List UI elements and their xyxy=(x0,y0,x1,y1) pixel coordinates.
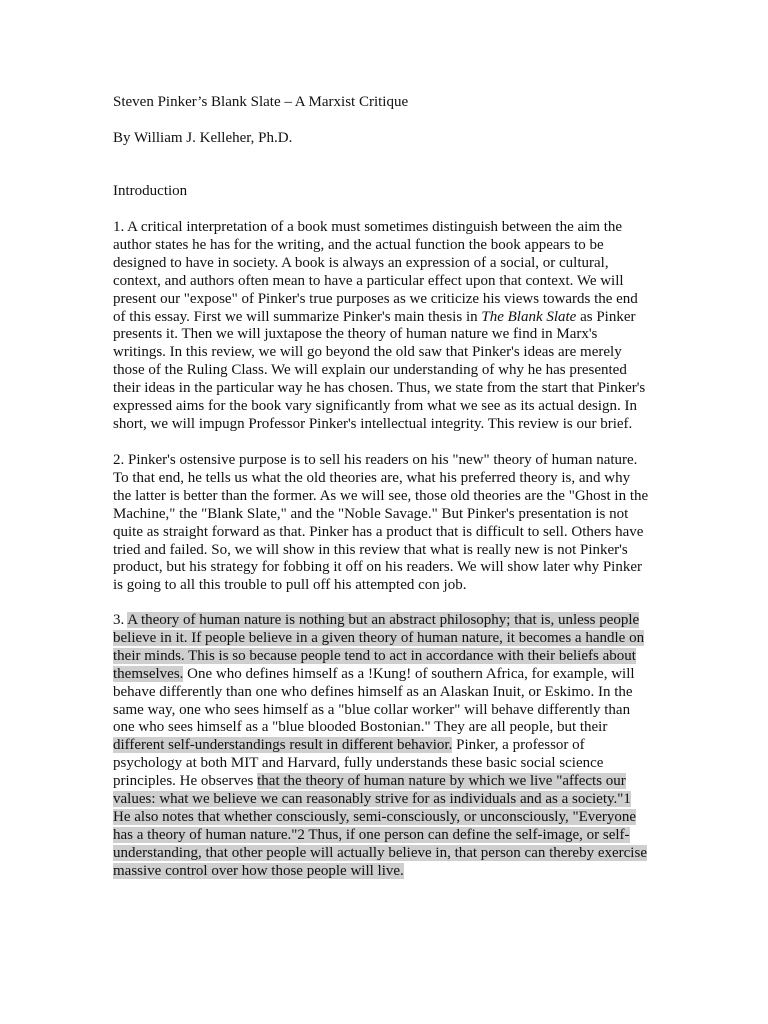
paragraph-2-line xyxy=(113,487,648,505)
highlighted-text: their minds. This is so because people tend to act in accordance with their beliefs about xyxy=(113,647,636,664)
paragraph-3-line xyxy=(113,754,603,772)
highlighted-text: believe in it. If people believe in a given theory of human nature, it becomes a handle on xyxy=(113,629,645,646)
paragraph-3-line xyxy=(113,862,404,880)
text-run: 2. Pinker's ostensive purpose is to sell his readers on his "new" theory of human nature. xyxy=(113,452,638,468)
highlighted-text: themselves. xyxy=(113,665,184,682)
text-run: the latter is better than the former. As we will see, those old theories are the "Ghost in the xyxy=(113,487,649,504)
text-run: short, we will impugn Professor Pinker's intellectual integrity. This review is our brief. xyxy=(113,415,633,432)
paragraph-3-line xyxy=(113,772,626,790)
paragraph-3-line xyxy=(113,647,636,665)
paragraph-2-line xyxy=(113,558,642,576)
text-run: context, and authors often mean to have a particular effect upon that context. We will xyxy=(113,272,624,289)
paragraph-1-line xyxy=(113,308,636,326)
text-run: writings. In this review, we will go beyond the old saw that Pinker's ideas are merely xyxy=(113,344,622,361)
text-run: is going to all this trouble to pull off his attempted con job. xyxy=(113,577,467,594)
paragraph-2-line xyxy=(113,451,637,469)
paragraph-2-line xyxy=(113,505,628,523)
paragraph-3-line xyxy=(113,808,636,826)
paragraph-1-line xyxy=(113,290,638,308)
paragraph-3-line xyxy=(113,844,647,862)
paragraph-1-line xyxy=(113,397,637,415)
paragraph-2-line xyxy=(113,541,628,559)
text-run: 3. xyxy=(113,612,128,628)
paragraph-1-line xyxy=(113,218,622,236)
paragraph-3-line xyxy=(113,718,607,736)
paragraph-1-line xyxy=(113,415,632,433)
text-run: To that end, he tells us what the old theories are, what his preferred theory is, and why xyxy=(113,469,631,486)
paragraph-3-line xyxy=(113,665,635,683)
section-heading: Introduction xyxy=(113,183,188,199)
paragraph-2-line xyxy=(113,523,643,541)
text-run: of this essay. First we will summarize Pinker's main thesis in xyxy=(113,308,482,325)
book-title-italic: The Blank Slate xyxy=(481,308,577,325)
paragraph-3-line xyxy=(113,701,630,719)
highlighted-text: understanding, that other people will actually believe in, that person can thereby exercise xyxy=(113,844,647,861)
highlighted-text: has a theory of human nature."2 Thus, if one person can define the self-image, or self- xyxy=(113,826,630,843)
text-run: expressed aims for the book vary significantly from what we see as its actual design. In xyxy=(113,398,638,414)
paragraph-1-line xyxy=(113,325,597,343)
text-run: as Pinker xyxy=(576,308,636,325)
text-run: One who defines himself as a !Kung! of southern Africa, for example, will xyxy=(183,665,635,682)
paragraph-3-line xyxy=(113,790,631,808)
text-run: one who sees himself as a "blue blooded Bostonian." They are all people, but their xyxy=(113,719,608,736)
text-run: tried and failed. So, we will show in this review that what is really new is not Pinker's xyxy=(113,541,628,558)
paragraph-1-line xyxy=(113,272,624,290)
paragraph-1-line xyxy=(113,236,604,254)
paragraph-1-line xyxy=(113,254,609,272)
highlighted-text: values: what we believe we can reasonably strive for as individuals and as a society."1 xyxy=(113,791,631,807)
paragraph-3-line xyxy=(113,826,630,844)
author-byline: By William J. Kelleher, Ph.D. xyxy=(113,130,293,146)
text-run: Pinker, a professor of xyxy=(452,737,585,754)
text-run: designed to have in society. A book is always an expression of a social, or cultural, xyxy=(113,254,609,271)
text-run: those of the Ruling Class. We will explain our understanding of why he has presented xyxy=(113,362,627,379)
highlighted-text: massive control over how those people will live. xyxy=(113,862,404,879)
paragraph-1-line xyxy=(113,343,622,361)
text-run: presents it. Then we will juxtapose the theory of human nature we find in Marx's xyxy=(113,326,598,343)
text-run: psychology at both MIT and Harvard, fully understands these basic social science xyxy=(113,755,604,772)
highlighted-text: A theory of human nature is nothing but an abstract philosophy; that is, unless people xyxy=(127,612,640,628)
highlighted-text: He also notes that whether consciously, semi-consciously, or unconsciously, "Everyone xyxy=(113,808,637,825)
text-run: same way, one who sees himself as a "blue collar worker" will behave differently than xyxy=(113,701,631,718)
paragraph-1-line xyxy=(113,379,645,397)
text-run: present our "expose" of Pinker's true purposes as we criticize his views towards the end xyxy=(113,290,638,307)
highlighted-text: different self-understandings result in different behavior. xyxy=(113,737,453,754)
document-title: Steven Pinker’s Blank Slate – A Marxist Critique xyxy=(113,94,409,110)
text-run: principles. He observes xyxy=(113,773,258,790)
text-run: their ideas in the particular way he has chosen. Thus, we state from the start that Pinker's xyxy=(113,380,646,397)
paragraph-3-line xyxy=(113,629,644,647)
paragraph-1-line xyxy=(113,361,627,379)
paragraph-2-line xyxy=(113,469,630,487)
text-run: product, but his strategy for fobbing it off on his readers. We will show later why Pinker xyxy=(113,559,642,576)
paragraph-3-line xyxy=(113,683,633,701)
text-run: 1. A critical interpretation of a book must sometimes distinguish between the aim the xyxy=(113,219,623,235)
highlighted-text: that the theory of human nature by which we live "affects our xyxy=(257,773,626,790)
text-run: author states he has for the writing, and the actual function the book appears to be xyxy=(113,236,604,253)
paragraph-2-line xyxy=(113,576,466,594)
text-run: Machine," the "Blank Slate," and the "Noble Savage." But Pinker's presentation is not xyxy=(113,505,629,522)
paragraph-3-line xyxy=(113,611,639,629)
text-run: quite as straight forward as that. Pinker has a product that is difficult to sell. Others have xyxy=(113,523,644,540)
text-run: behave differently than one who defines himself as an Alaskan Inuit, or Eskimo. In the xyxy=(113,683,633,700)
paragraph-3-line xyxy=(113,736,585,754)
